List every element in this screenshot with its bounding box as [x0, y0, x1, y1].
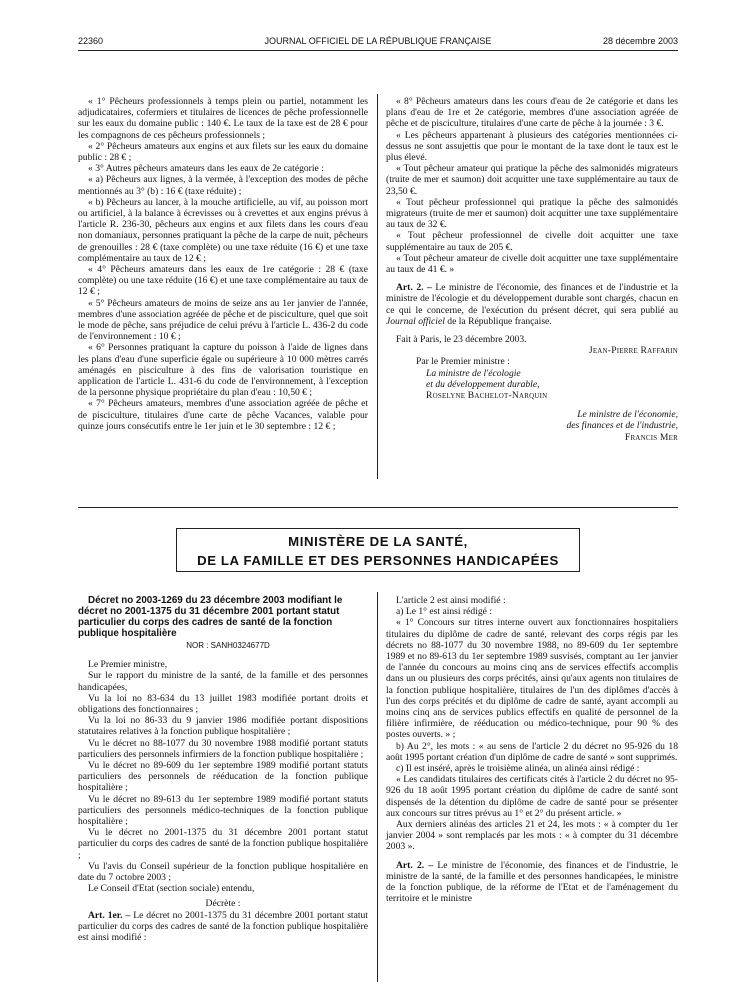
article-label: Art. 2. – [396, 859, 434, 871]
pm-signature: Jean-Pierre Raffarin [588, 345, 678, 357]
bottom-left-column [78, 595, 368, 943]
decrete-heading: Décrète : [205, 898, 241, 910]
article-label: Art. 2. – [396, 282, 432, 294]
paragraph: « 1° Concours sur titres interne ouvert aux fonctionnaires hospitaliers titulaires du diplôme de cadre de santé, relevant des corps régis par les décrets no 88-1077 du 30 novembre 1988, no 89-609 du 1er septembre 1989 et no 89-613 du 1er septembre 1989 susvisés, comptant au 1er janvier de l'année du concours au moins cinq ans de services effectifs accomplis dans un ou plusieurs des corps précités, ainsi qu'aux agents non titulaires de la fonction publique hospitalière, titulaires de l'un des diplômes d'accès à l'un des corps précités et du diplôme de cadre de santé, ayant accompli au moins cinq ans de services publics effectifs en qualité de personnel de la filière infirmière, de rééducation ou médico-technique, pour 90 % des postes ouverts. » ; [386, 617, 678, 741]
paragraph: « 5° Pêcheurs amateurs de moins de seize ans au 1er janvier de l'année, membres d'une association agréée de pêche et de pisciculture, quel que soit le mode de pêche, sans préjudice de celui prévu à l'article L. 436-2 du code de l'environnement : 10 € ; [78, 297, 368, 343]
paragraph: « a) Pêcheurs aux lignes, à la vermée, à l'exception des modes de pêche mentionnés au 3° (b) : 16 € (taxe réduite) ; [78, 174, 368, 197]
paragraph: Sur le rapport du ministre de la santé, de la famille et des personnes handicapées, [78, 670, 368, 693]
paragraph: « 6° Personnes pratiquant la capture du poisson à l'aide de lignes dans les plans d'eau d'une superficie égale ou supérieure à 10 000 mètres carrés aménagés en pisciculture à des fins de valorisation touristique en application de l'article L. 431-6 du code de l'environnement, à l'exception de la personne physique propriétaire du plan d'eau : 10,50 € ; [78, 342, 368, 399]
paragraph: Vu l'avis du Conseil supérieur de la fonction publique hospitalière en date du 7 octobre 2003 ; [78, 860, 368, 884]
article-2-paragraph: Art. 2. – Le ministre de l'économie, des finances et de l'industrie et la ministre de l'écologie et du développement durable sont chargés, chacun en ce qui le concerne, de l'exécution du présent décret, qui sera publié au Journal officiel de la République française. [386, 282, 678, 327]
paragraph: Le Conseil d'Etat (section sociale) entendu, [88, 883, 255, 895]
journal-title: JOURNAL OFFICIEL DE LA RÉPUBLIQUE FRANÇAISE [264, 36, 492, 46]
ministry-heading [176, 528, 580, 572]
ecology-minister-name: Roselyne Bachelot-Narquin [426, 390, 548, 402]
ministry-line-1: MINISTÈRE DE LA SANTÉ, [288, 534, 468, 549]
article-2-paragraph: Art. 2. – Le ministre de l'économie, des finances et de l'industrie, le ministre de la santé, de la famille et des personnes handicapées, le ministre de la fonction publique, de la réforme de l'Etat et de l'aménagement du territoire et le ministre [386, 859, 678, 905]
paragraph: « 3° Autres pêcheurs amateurs dans les eaux de 2e catégorie : [88, 163, 324, 175]
signature-place-date: Fait à Paris, le 23 décembre 2003. [396, 334, 527, 346]
economy-minister-title: Le ministre de l'économie, [577, 409, 678, 421]
economy-minister-title-2: des finances et de l'industrie, [566, 420, 678, 432]
economy-minister-name: Francis Mer [624, 431, 678, 443]
issue-date: 28 décembre 2003 [602, 36, 678, 46]
paragraph: L'article 2 est ainsi modifié : [396, 595, 506, 606]
paragraph: « 1° Pêcheurs professionnels à temps plein ou partiel, notamment les adjudicataires, cofermiers et titulaires de licences de pêche professionnelle sur les eaux du domaine public : 140 €. Le taux de la taxe est de 28 € pour les compagnons de ces pêcheurs professionnels ; [78, 96, 368, 141]
paragraph: Vu le décret no 2001-1375 du 31 décembre 2001 portant statut particulier du corps des cadres de santé de la fonction publique hospitalière ; [78, 827, 368, 861]
paragraph: Vu la loi no 83-634 du 13 juillet 1983 modifiée portant droits et obligations des fonctionnaires ; [78, 692, 368, 716]
paragraph: a) Le 1° est ainsi rédigé : [396, 606, 493, 618]
ministry-line-2: DE LA FAMILLE ET DES PERSONNES HANDICAPÉES [197, 553, 559, 568]
paragraph: Vu la loi no 86-33 du 9 janvier 1986 modifiée portant dispositions statutaires relatives à la fonction publique hospitalière ; [78, 715, 368, 738]
paragraph: « Les pêcheurs appartenant à plusieurs des catégories mentionnées ci-dessus ne sont assujettis que pour le montant de la taxe dont le taux est le plus élevé. [386, 129, 678, 164]
paragraph: « 4° Pêcheurs amateurs dans les eaux de 1re catégorie : 28 € (taxe complète) ou une taxe réduite (16 €) et une taxe complémentaire au taux de 12 € ; [78, 264, 368, 298]
article-1-paragraph: Art. 1er. – Le décret no 2001-1375 du 31 décembre 2001 portant statut particulier du corps des cadres de santé de la fonction publique hospitalière est ainsi modifié : [78, 909, 368, 944]
nor-reference: NOR : SANH0324677D [186, 641, 270, 650]
paragraph: « 2° Pêcheurs amateurs aux engins et aux filets sur les eaux du domaine public : 28 € ; [78, 140, 368, 164]
paragraph: « Tout pêcheur amateur qui pratique la pêche des salmonidés migrateurs (truite de mer et saumon) doit acquitter une taxe supplémentaire au taux de 23,50 €. [386, 163, 678, 197]
top-right-column [386, 96, 678, 443]
section-rule [78, 507, 678, 508]
column-divider-top [377, 94, 378, 479]
paragraph: Vu le décret no 88-1077 du 30 novembre 1988 modifié portant statuts particuliers des personnels infirmiers de la fonction publique hospitalière ; [78, 737, 368, 760]
paragraph: Vu le décret no 89-609 du 1er septembre 1989 modifié portant statuts particuliers des personnels de rééducation de la fonction publique hospitalière ; [78, 760, 368, 794]
paragraph: Le Premier ministre, [88, 659, 168, 671]
decree-title: Décret no 2003-1269 du 23 décembre 2003 modifiant le décret no 2001-1375 du 31 décembre 2001 portant statut particulier du corps des cadres de santé de la fonction publique hospitalière [78, 595, 343, 639]
column-divider-bottom [377, 592, 378, 982]
paragraph: b) Au 2°, les mots : « au sens de l'article 2 du décret no 95-926 du 18 août 1995 portant création d'un diplôme de cadre de santé » sont supprimés. [386, 740, 678, 763]
paragraph: « Tout pêcheur amateur de civelle doit acquitter une taxe supplémentaire au taux de 41 €. » [386, 252, 678, 276]
page-header [78, 36, 678, 48]
par-premier-ministre: Par le Premier ministre : [416, 356, 510, 368]
journal-officiel-ref: Journal officiel [386, 315, 445, 327]
paragraph: « 7° Pêcheurs amateurs, membres d'une association agréée de pêche et de pisciculture, titulaires d'une carte de pêche Vacances, valable pour quinze jours consécutifs entre le 1er juin et le 30 septembre : 12 € ; [78, 398, 368, 432]
paragraph: Vu le décret no 89-613 du 1er septembre 1989 modifié portant statuts particuliers des personnels médico-techniques de la fonction publique hospitalière ; [78, 793, 368, 828]
ecology-minister-title: La ministre de l'écologie [426, 367, 521, 379]
paragraph: « Les candidats titulaires des certificats cités à l'article 2 du décret no 95-926 du 18 août 1995 portant création du diplôme de cadre de santé sont dispensés de la détention du diplôme de cadre de santé pour se présenter aux concours sur titres prévus au 1° et 2° du présent article. » [386, 774, 678, 819]
paragraph: Aux derniers alinéas des articles 21 et 24, les mots : « à compter du 1er janvier 2004 » sont remplacés par les mots : « à compter du 31 décembre 2003 ». [386, 819, 678, 853]
paragraph: « 8° Pêcheurs amateurs dans les cours d'eau de 2e catégorie et dans les plans d'eau de 1re et 2e catégorie, membres d'une association agréée de pêche et de pisciculture, titulaires d'une carte de pêche à la journée : 3 €. [386, 96, 678, 130]
paragraph: « b) Pêcheurs au lancer, à la mouche artificielle, au vif, au poisson mort ou artificiel, à la balance à écrevisses ou à crevettes et aux engins prévus à l'article R. 236-30, pêcheurs aux engins et aux filets dans les cours d'eau non domaniaux, personnes pratiquant la pêche de la carpe de nuit, pêcheurs de grenouilles : 28 € (taxe complète) ou une taxe réduite (16 €) et une taxe complémentaire au taux de 12 € ; [78, 196, 368, 264]
paragraph: « Tout pêcheur professionnel de civelle doit acquitter une taxe supplémentaire au taux de 205 €. [386, 230, 678, 253]
header-rule [78, 50, 678, 51]
paragraph: c) Il est inséré, après le troisième alinéa, un alinéa ainsi rédigé : [396, 763, 640, 775]
top-left-column [78, 96, 368, 432]
article-label: Art. 1er. – [88, 909, 131, 921]
ecology-minister-title-2: et du développement durable, [426, 378, 540, 390]
bottom-right-column [386, 595, 678, 904]
paragraph: « Tout pêcheur professionnel qui pratique la pêche des salmonidés migrateurs (truite de mer et saumon) doit acquitter une taxe supplémentaire au taux de 32 €. [386, 196, 678, 231]
page-number: 22360 [78, 36, 104, 46]
